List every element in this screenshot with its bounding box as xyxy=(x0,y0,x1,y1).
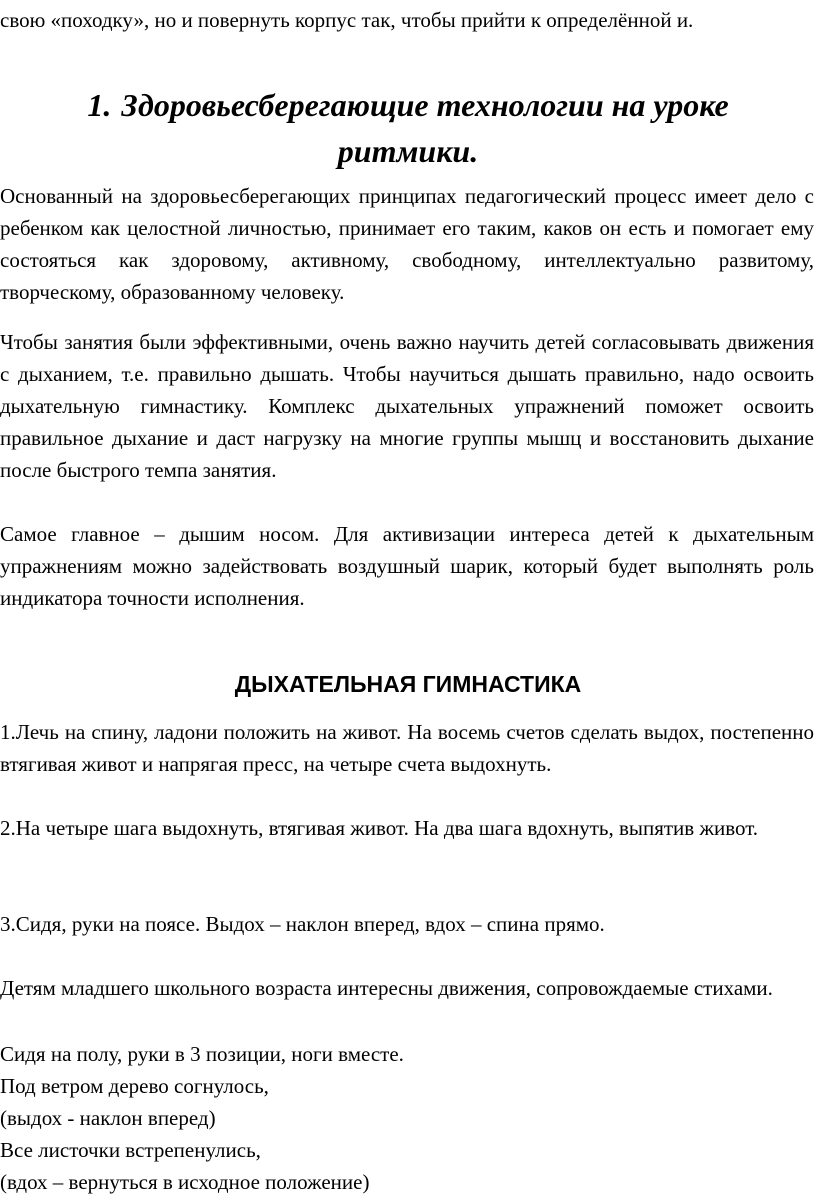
intro-fragment: свою «походку», но и повернуть корпус так, чтобы прийти к определённой и. xyxy=(0,8,694,32)
verse-line: (выдох - наклон вперед) xyxy=(0,1106,216,1130)
section-number: 1. xyxy=(87,87,112,123)
exercise-3: 3.Сидя, руки на поясе. Выдох – наклон вперед, вдох – спина прямо. xyxy=(0,912,605,936)
verse-line: (вдох – вернуться в исходное положение) xyxy=(0,1170,370,1194)
exercise-1: 1.Лечь на спину, ладони положить на живот. На восемь счетов сделать выдох, постепенно втягивая живот и напрягая пресс, на четыре счета выдохнуть. xyxy=(0,720,814,776)
section-heading-line1: Здоровьесберегающие технологии на уроке xyxy=(121,87,729,123)
verse-line: Все листочки встрепенулись, xyxy=(0,1138,261,1162)
paragraph-2: Чтобы занятия были эффективными, очень важно научить детей согласовывать движения с дыханием, т.е. правильно дышать. Чтобы научиться дышать правильно, надо освоить дыхательную гимнастику. Комплекс дыхательных упражнений поможет освоить правильное дыхание и даст нагрузку на многие группы мышц и восстановить дыхание после быстрого темпа занятия. xyxy=(0,330,814,482)
paragraph-3: Самое главное – дышим носом. Для активизации интереса детей к дыхательным упражнениям можно задействовать воздушный шарик, который будет выполнять роль индикатора точности исполнения. xyxy=(0,522,814,610)
paragraph-1: Основанный на здоровьесберегающих принципах педагогический процесс имеет дело с ребенком как целостной личностью, принимает его таким, каков он есть и помогает ему состояться как здоровому, активному, свободному, интеллектуально развитому, творческому, образованному человеку. xyxy=(0,184,814,304)
gymnastics-heading: ДЫХАТЕЛЬНАЯ ГИМНАСТИКА xyxy=(234,671,582,697)
section-heading xyxy=(0,82,816,174)
section-heading-line2: ритмики. xyxy=(337,133,479,169)
verse-intro: Детям младшего школьного возраста интересны движения, сопровождаемые стихами. xyxy=(0,976,773,1000)
verse-line: Сидя на полу, руки в 3 позиции, ноги вместе. xyxy=(0,1042,404,1066)
verse-line: Под ветром дерево согнулось, xyxy=(0,1074,269,1098)
exercise-2: 2.На четыре шага выдохнуть, втягивая живот. На два шага вдохнуть, выпятив живот. xyxy=(0,816,759,840)
